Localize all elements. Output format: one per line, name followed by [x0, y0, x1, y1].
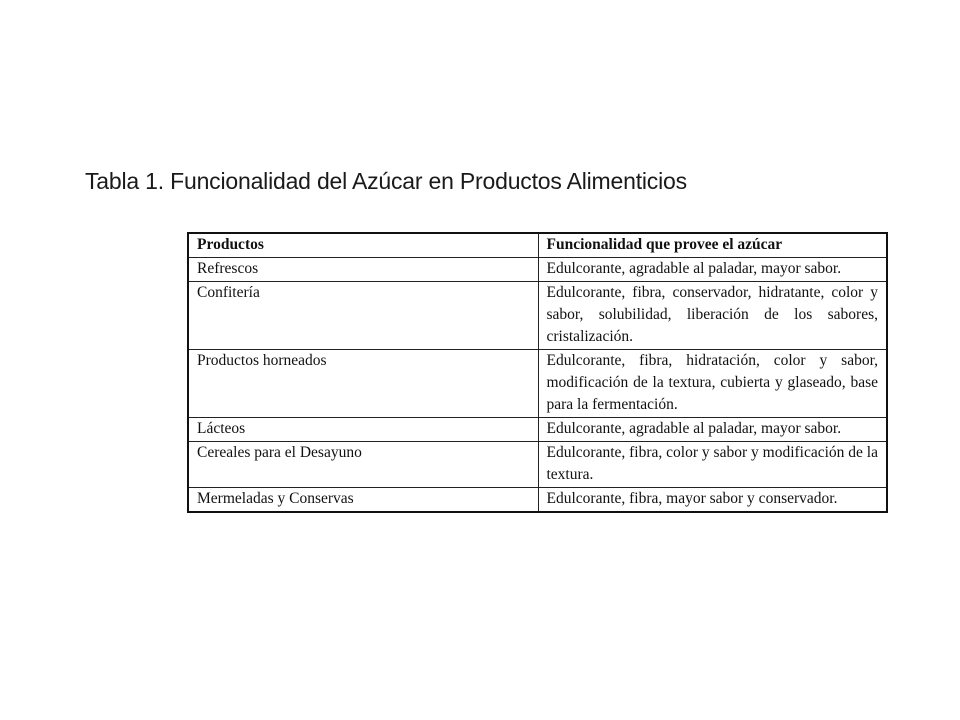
table-row — [188, 282, 887, 350]
table-row — [188, 442, 887, 488]
table-row — [188, 488, 887, 513]
product-cell: Refrescos — [188, 258, 538, 282]
table-header-row — [188, 233, 887, 258]
table-title: Tabla 1. Funcionalidad del Azúcar en Productos Alimenticios — [85, 168, 687, 194]
table-row — [188, 258, 887, 282]
product-cell: Lácteos — [188, 418, 538, 442]
header-products: Productos — [188, 233, 538, 258]
function-cell: Edulcorante, fibra, conservador, hidratante, color y sabor, solubilidad, liberación de los sabores, cristalización. — [538, 282, 887, 350]
product-cell: Confitería — [188, 282, 538, 350]
product-cell: Cereales para el Desayuno — [188, 442, 538, 488]
function-cell: Edulcorante, fibra, hidratación, color y sabor, modificación de la textura, cubierta y glaseado, base para la fermentación. — [538, 350, 887, 418]
function-cell: Edulcorante, agradable al paladar, mayor sabor. — [538, 258, 887, 282]
product-cell: Productos horneados — [188, 350, 538, 418]
product-cell: Mermeladas y Conservas — [188, 488, 538, 513]
function-cell: Edulcorante, agradable al paladar, mayor sabor. — [538, 418, 887, 442]
sugar-functionality-table — [187, 232, 888, 513]
function-cell: Edulcorante, fibra, mayor sabor y conservador. — [538, 488, 887, 513]
header-functionality: Funcionalidad que provee el azúcar — [538, 233, 887, 258]
table-row — [188, 350, 887, 418]
function-cell: Edulcorante, fibra, color y sabor y modificación de la textura. — [538, 442, 887, 488]
table-row — [188, 418, 887, 442]
